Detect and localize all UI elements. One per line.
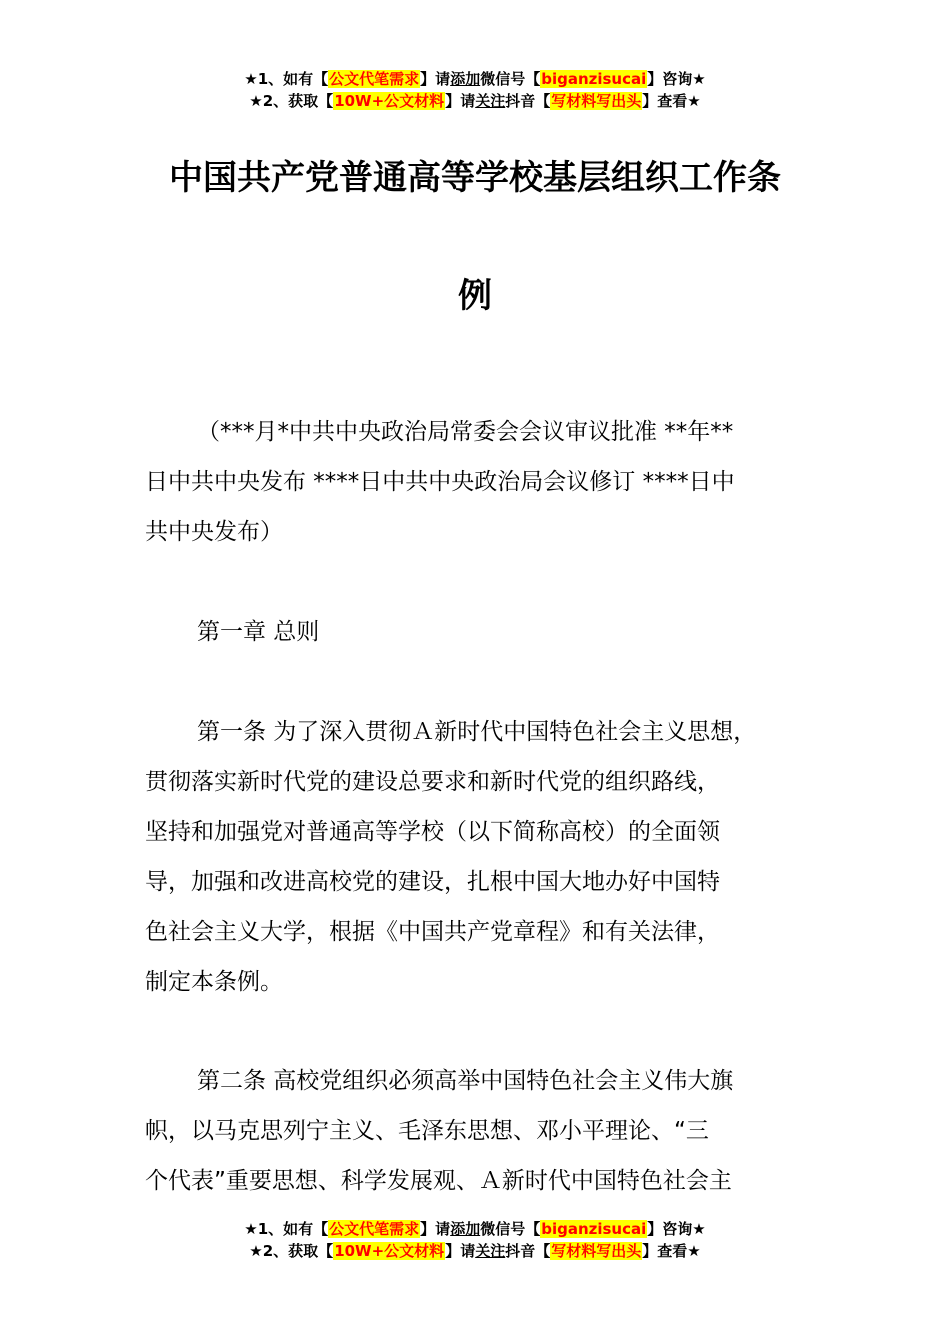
issuance-note [145, 407, 835, 557]
article-1-line: 制定本条例。 [145, 969, 283, 995]
footer-banner [0, 1218, 950, 1262]
banner-line-2 [0, 1240, 950, 1262]
article-2-line: 第二条 高校党组织必须高举中国特色社会主义伟大旗 [197, 1068, 734, 1094]
banner-text: 抖音【 [505, 92, 551, 110]
banner-text: 微信号【 [480, 1220, 541, 1238]
banner-line-2 [0, 90, 950, 112]
banner-highlight: 写材料写出头 [551, 1242, 642, 1260]
banner-text: 抖音【 [505, 1242, 551, 1260]
banner-underlined-text: 添加 [450, 1220, 481, 1238]
banner-highlight: biganzisucai [541, 70, 647, 88]
article-1-line: 坚持和加强党对普通高等学校（以下简称高校）的全面领 [145, 819, 720, 845]
banner-highlight: 写材料写出头 [551, 92, 642, 110]
banner-text: 】请 [445, 92, 476, 110]
banner-text: ★2、获取【 [249, 1242, 334, 1260]
banner-line-1 [0, 1218, 950, 1240]
banner-highlight: 10W+公文材料 [334, 92, 445, 110]
document-title-line-2: 例 [458, 276, 492, 316]
banner-text: 】咨询★ [647, 70, 706, 88]
banner-highlight: 10W+公文材料 [334, 1242, 445, 1260]
document-title-line-1: 中国共产党普通高等学校基层组织工作条 [169, 158, 781, 198]
banner-text: 】请 [420, 1220, 451, 1238]
banner-text: ★2、获取【 [249, 92, 334, 110]
banner-highlight: 公文代笔需求 [329, 70, 420, 88]
banner-text: ★1、如有【 [244, 70, 329, 88]
banner-text: 】查看★ [642, 92, 701, 110]
issuance-note-line: 共中央发布） [145, 519, 283, 545]
issuance-note-line: （***月*中共中央政治局常委会会议审议批准 **年** [197, 419, 734, 445]
banner-highlight: biganzisucai [541, 1220, 647, 1238]
banner-underlined-text: 关注 [475, 1242, 506, 1260]
issuance-note-line: 日中共中央发布 ****日中共中央政治局会议修订 ****日中 [145, 469, 735, 495]
article-2-line: 个代表”重要思想、科学发展观、Ａ新时代中国特色社会主 [145, 1168, 732, 1194]
article-1-line: 色社会主义大学，根据《中国共产党章程》和有关法律， [145, 919, 720, 945]
banner-text: 微信号【 [480, 70, 541, 88]
article-1-line: 第一条 为了深入贯彻Ａ新时代中国特色社会主义思想， [197, 719, 757, 745]
chapter-heading-text: 第一章 总则 [197, 619, 320, 645]
article-2-line: 帜，以马克思列宁主义、毛泽东思想、邓小平理论、“三 [145, 1118, 709, 1144]
article-1 [145, 707, 835, 1007]
banner-underlined-text: 关注 [475, 92, 506, 110]
chapter-heading [145, 607, 835, 657]
banner-text: ★1、如有【 [244, 1220, 329, 1238]
banner-underlined-text: 添加 [450, 70, 481, 88]
banner-text: 】查看★ [642, 1242, 701, 1260]
article-2 [145, 1056, 835, 1206]
banner-text: 】咨询★ [647, 1220, 706, 1238]
banner-text: 】请 [420, 70, 451, 88]
banner-highlight: 公文代笔需求 [329, 1220, 420, 1238]
banner-line-1 [0, 68, 950, 90]
header-banner [0, 68, 950, 112]
article-1-line: 贯彻落实新时代党的建设总要求和新时代党的组织路线， [145, 769, 720, 795]
banner-text: 】请 [445, 1242, 476, 1260]
article-1-line: 导，加强和改进高校党的建设，扎根中国大地办好中国特 [145, 869, 720, 895]
